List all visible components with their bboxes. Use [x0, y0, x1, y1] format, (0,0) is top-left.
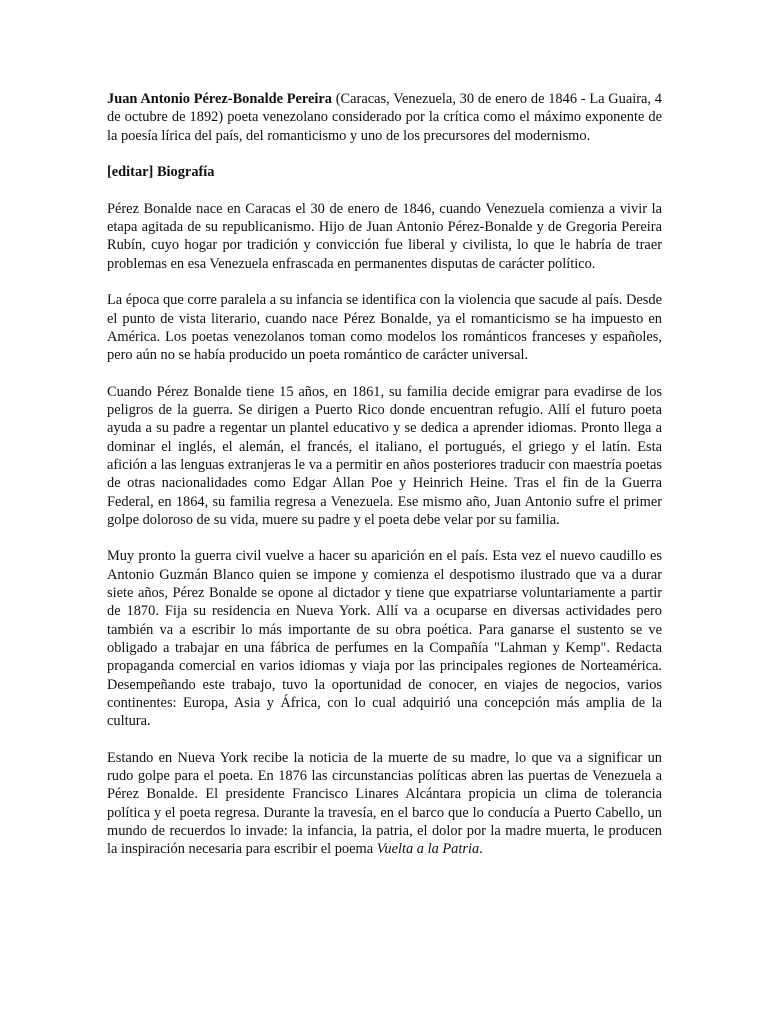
subject-name: Juan Antonio Pérez-Bonalde Pereira — [107, 91, 332, 107]
intro-text: (Caracas, Venezuela, 30 de enero de 1846 - La Guaira, 4 de octubre de 1892) poeta venezolano considerado por la crítica como el máximo exponente de la poesía lírica del país, del romanticismo y uno de los precursores del modernismo. — [107, 91, 662, 144]
biography-paragraph-3: Cuando Pérez Bonalde tiene 15 años, en 1861, su familia decide emigrar para evadirse de los peligros de la guerra. Se dirigen a Puerto Rico donde encuentran refugio. Allí el futuro poeta ayuda a su padre a regentar un plantel educativo y se dedica a aprender idiomas. Pronto llega a dominar el inglés, el alemán, el francés, el italiano, el portugués, el griego y el latín. Esta afición a las lenguas extranjeras le va a permitir en años posteriores traducir con maestría poetas de otras nacionalidades como Edgar Allan Poe y Heinrich Heine. Tras el fin de la Guerra Federal, en 1864, su familia regresa a Venezuela. Ese mismo año, Juan Antonio sufre el primer golpe doloroso de su vida, muere su padre y el poeta debe velar por su familia. — [107, 383, 662, 528]
paragraph-5-text: Estando en Nueva York recibe la noticia de la muerte de su madre, lo que va a significar un rudo golpe para el poeta. En 1876 las circunstancias políticas abren las puertas de Venezuela a Pérez Bonalde. El presidente Francisco Linares Alcántara propicia un clima de tolerancia política y el poeta regresa. Durante la travesía, en el barco que lo conducía a Puerto Cabello, un mundo de recuerdos lo invade: la infancia, la patria, el dolor por la madre muerta, le producen la inspiración necesaria para escribir el poema — [107, 749, 662, 858]
biography-paragraph-2: La época que corre paralela a su infancia se identifica con la violencia que sacude al país. Desde el punto de vista literario, cuando nace Pérez Bonalde, ya el romanticismo se ha impuesto en América. Los poetas venezolanos toman como modelos los románticos franceses y españoles, pero aún no se había producido un poeta romántico de carácter universal. — [107, 292, 662, 364]
document-page — [107, 90, 662, 877]
biography-paragraph-1: Pérez Bonalde nace en Caracas el 30 de enero de 1846, cuando Venezuela comienza a vivir la etapa agitada de su republicanismo. Hijo de Juan Antonio Pérez-Bonalde y de Gregoria Pereira Rubín, cuyo hogar por tradición y convicción fue liberal y civilista, lo que le habría de traer problemas en esa Venezuela enfrascada en permanentes disputas de carácter político. — [107, 200, 662, 272]
biography-paragraph-4: Muy pronto la guerra civil vuelve a hacer su aparición en el país. Esta vez el nuevo caudillo es Antonio Guzmán Blanco quien se impone y comienza el despotismo ilustrado que va a durar siete años, Pérez Bonalde se opone al dictador y tiene que expatriarse voluntariamente a partir de 1870. Fija su residencia en Nueva York. Allí va a ocuparse en diversas actividades pero también va a escribir lo más importante de su obra poética. Para ganarse el sustento se ve obligado a trabajar en una fábrica de perfumes en la Compañía "Lahman y Kemp". Redacta propaganda comercial en varios idiomas y viaja por las principales regiones de Norteamérica. Desempeñando este trabajo, tuvo la oportunidad de conocer, en viajes de negocios, varios continentes: Europa, Asia y África, con lo cual adquirió una concepción más amplia de la cultura. — [107, 548, 662, 730]
intro-paragraph — [107, 90, 662, 145]
biography-paragraph-5 — [107, 749, 662, 859]
poem-title: Vuelta a la Patria — [376, 841, 480, 858]
paragraph-5-end: . — [479, 841, 483, 858]
section-heading: [editar] Biografía — [107, 164, 215, 181]
